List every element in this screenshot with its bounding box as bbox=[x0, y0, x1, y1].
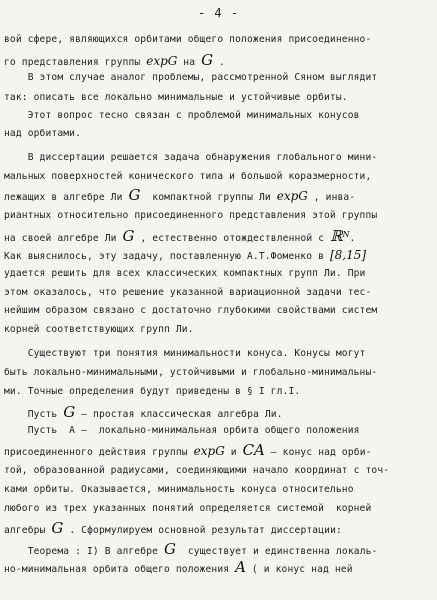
typed-text: алгебры bbox=[4, 525, 52, 536]
text-line bbox=[4, 92, 348, 104]
typed-text: лежащих в алгебре Ли bbox=[4, 192, 129, 203]
text-line bbox=[4, 386, 300, 398]
typed-text: – конус над орби- bbox=[264, 447, 372, 458]
text-line bbox=[4, 441, 372, 459]
typed-text: . Сформулируем основной результат диссертации: bbox=[63, 525, 342, 536]
typed-text: существует и единственна локаль- bbox=[175, 546, 378, 557]
typed-text: Пусть А – локально-минимальная орбита общего положения bbox=[4, 425, 360, 436]
handwritten-symbol: G bbox=[128, 186, 141, 204]
typed-text: ( и конус над ней bbox=[245, 564, 353, 575]
page-number: - 4 - bbox=[197, 6, 240, 20]
text-line bbox=[4, 540, 378, 558]
typed-text: этом оказалось, что решение указанной вариационной задачи тес- bbox=[4, 287, 372, 298]
typed-text: быть локально-минимальными, устойчивыми и глобально-минимальны- bbox=[4, 367, 378, 378]
typed-text: нейшим образом связано с достаточно глубокими свойствами систем bbox=[4, 305, 378, 316]
handwritten-symbol: G bbox=[122, 227, 135, 246]
text-line bbox=[4, 348, 365, 360]
typed-text: так: описать все локально минимальные и устойчивые орбиты. bbox=[4, 92, 348, 103]
handwritten-symbol: G bbox=[201, 51, 214, 69]
text-line bbox=[4, 210, 377, 222]
text-line bbox=[4, 305, 377, 317]
text-line bbox=[4, 558, 353, 576]
typed-text: . bbox=[349, 233, 356, 245]
handwritten-symbol: G bbox=[164, 540, 176, 558]
typed-text: В диссертации решается задача обнаружения глобального мини- bbox=[4, 152, 378, 163]
text-line bbox=[4, 367, 377, 379]
text-line bbox=[4, 465, 389, 477]
text-line bbox=[4, 152, 377, 164]
typed-text: Пусть bbox=[4, 409, 64, 420]
text-line bbox=[4, 249, 366, 263]
handwritten-symbol: expG bbox=[276, 189, 308, 203]
typed-text: го представления группы bbox=[4, 57, 147, 68]
text-line bbox=[4, 128, 81, 140]
text-line bbox=[4, 425, 360, 437]
text-line bbox=[4, 51, 225, 69]
text-line bbox=[4, 34, 371, 46]
typed-text: ми. Точные определения будут приведены в § I гл.I. bbox=[4, 386, 301, 397]
typed-text: , естественно отождествленной с bbox=[134, 233, 331, 245]
text-line bbox=[4, 484, 354, 496]
text-line bbox=[4, 403, 283, 421]
typed-text: удается решить для всех классических компактных групп Ли. При bbox=[4, 268, 366, 279]
typed-text: Как выяснилось, эту задачу, поставленную А.Т.Фоменко в bbox=[4, 251, 330, 262]
text-line bbox=[4, 229, 355, 245]
text-line bbox=[4, 268, 365, 280]
typed-text: и bbox=[224, 447, 243, 458]
text-line bbox=[4, 110, 360, 122]
typed-text: но-минимальная орбита общего положения bbox=[4, 564, 236, 575]
typed-text: Существуют три понятия минимальности конуса. Конусы могут bbox=[4, 348, 366, 359]
typed-text: присоединенного действия группы bbox=[4, 447, 194, 458]
typed-text: , инва- bbox=[307, 192, 356, 203]
text-line bbox=[4, 72, 377, 84]
handwritten-symbol: A bbox=[235, 558, 246, 576]
text-line bbox=[4, 287, 371, 299]
typed-text: риантных относительно присоединенного представления этой группы bbox=[4, 210, 378, 221]
typed-text: Этот вопрос тесно связан с проблемой минимальных конусов bbox=[4, 110, 360, 121]
handwritten-symbol: expG bbox=[193, 444, 225, 458]
text-line bbox=[4, 186, 356, 204]
handwritten-symbol: CA bbox=[242, 441, 265, 459]
typed-text: – простая классическая алгебра Ли. bbox=[75, 409, 283, 420]
handwritten-symbol: N bbox=[342, 230, 350, 239]
typed-text: В этом случае аналог проблемы, рассмотренной Сяном выглядит bbox=[4, 72, 378, 83]
handwritten-symbol: [8,15] bbox=[329, 248, 367, 262]
handwritten-symbol: ℝ bbox=[330, 227, 343, 246]
typed-text: над орбитами. bbox=[4, 128, 82, 139]
text-line bbox=[4, 519, 342, 537]
typed-text: мальных поверхностей конического типа и большой коразмерности, bbox=[4, 171, 372, 182]
typed-text: той, образованной радиусами, соединяющими начало координат с точ- bbox=[4, 465, 390, 476]
typed-text: . bbox=[213, 57, 225, 68]
text-line bbox=[4, 503, 371, 515]
typed-text: Теорема : I) В алгебре bbox=[4, 546, 164, 557]
handwritten-symbol: G bbox=[63, 403, 76, 421]
typed-text: на своей алгебре Ли bbox=[4, 233, 123, 245]
typed-text: корней соответствующих групп Ли. bbox=[4, 324, 194, 335]
typed-text: вой сфере, являющихся орбитами общего положения присоединенно- bbox=[4, 34, 372, 45]
handwritten-symbol: G bbox=[51, 519, 64, 537]
typed-text: любого из трех указанных понятий определяется системой корней bbox=[4, 503, 372, 514]
typed-text: ками орбиты. Оказывается, минимальность конуса относительно bbox=[4, 484, 354, 495]
text-line bbox=[4, 171, 371, 183]
typed-text: компактной группы Ли bbox=[140, 192, 277, 203]
handwritten-symbol: expG bbox=[146, 54, 178, 68]
typed-text: на bbox=[177, 57, 202, 68]
text-line bbox=[4, 324, 194, 336]
